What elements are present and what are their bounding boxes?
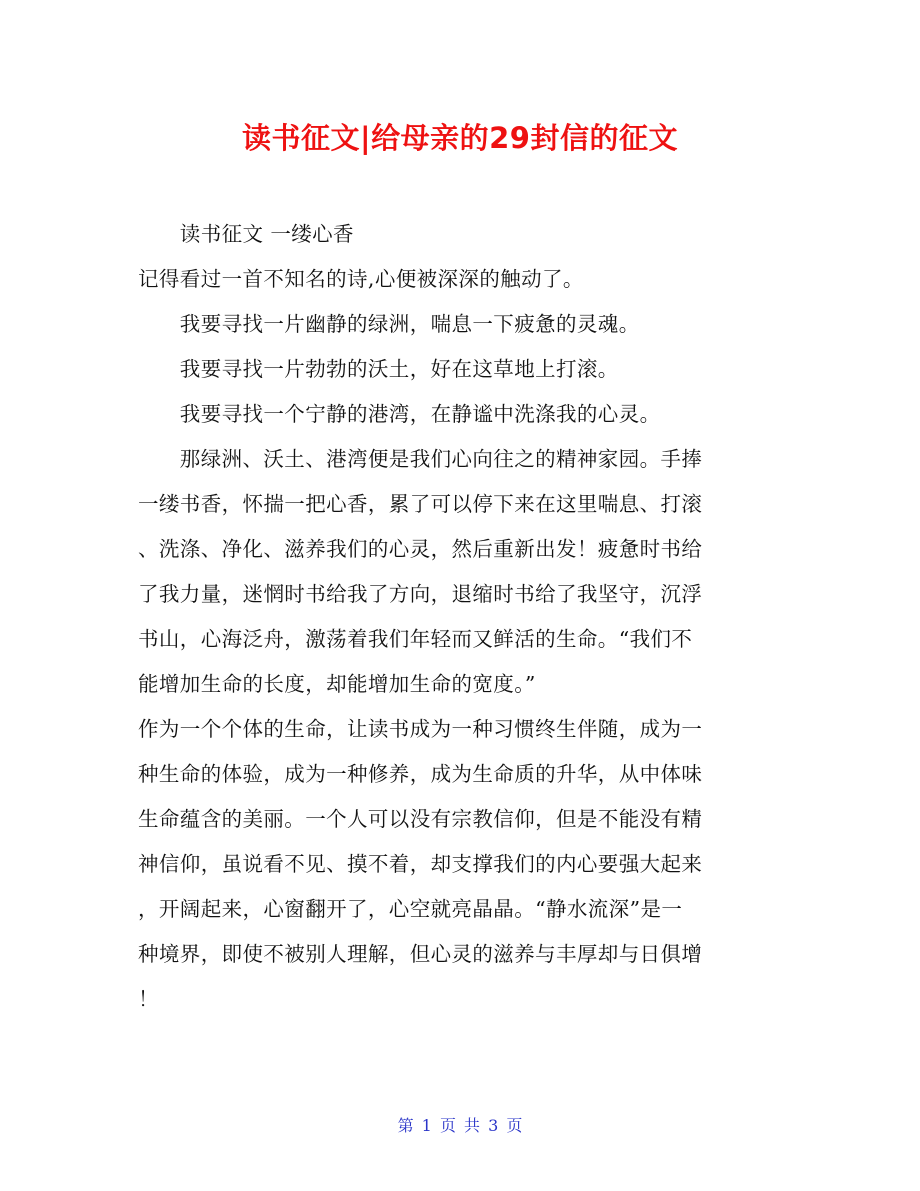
body-line: 我要寻找一个宁静的港湾，在静谧中洗涤我的心灵。 bbox=[138, 402, 661, 426]
body-line: 种生命的体验，成为一种修养，成为生命质的升华，从中体味 bbox=[138, 762, 703, 786]
body-line: 我要寻找一片勃勃的沃土，好在这草地上打滚。 bbox=[138, 357, 619, 381]
document-title: 读书征文|给母亲的29封信的征文 bbox=[242, 121, 678, 155]
body-line: 我要寻找一片幽静的绿洲，喘息一下疲惫的灵魂。 bbox=[138, 312, 640, 336]
body-line: 了我力量，迷惘时书给我了方向，退缩时书给了我坚守，沉浮 bbox=[138, 582, 703, 606]
body-line: 一缕书香，怀揣一把心香，累了可以停下来在这里喘息、打滚 bbox=[138, 492, 703, 516]
page-footer: 第 1 页 共 3 页 bbox=[397, 1116, 523, 1135]
body-line: 能增加生命的长度，却能增加生命的宽度。” bbox=[138, 672, 536, 696]
body-line: 生命蕴含的美丽。一个人可以没有宗教信仰，但是不能没有精 bbox=[138, 807, 703, 831]
body-line: 那绿洲、沃土、港湾便是我们心向往之的精神家园。手捧 bbox=[138, 447, 703, 471]
body-line: ，开阔起来，心窗翻开了，心空就亮晶晶。“静水流深”是一 bbox=[138, 897, 683, 921]
body-line: 书山，心海泛舟，激荡着我们年轻而又鲜活的生命。“我们不 bbox=[138, 627, 693, 651]
body-line: 、洗涤、净化、滋养我们的心灵，然后重新出发！疲惫时书给 bbox=[138, 537, 703, 561]
body-line: 种境界，即使不被别人理解，但心灵的滋养与丰厚却与日俱增 bbox=[138, 942, 703, 966]
body-line: 记得看过一首不知名的诗,心便被深深的触动了。 bbox=[138, 267, 584, 291]
body-line: 读书征文 一缕心香 bbox=[138, 222, 354, 246]
body-line: ！ bbox=[138, 987, 159, 1011]
document-body bbox=[138, 212, 784, 1022]
body-line: 神信仰，虽说看不见、摸不着，却支撑我们的内心要强大起来 bbox=[138, 852, 703, 876]
body-line: 作为一个个体的生命，让读书成为一种习惯终生伴随，成为一 bbox=[138, 717, 703, 741]
